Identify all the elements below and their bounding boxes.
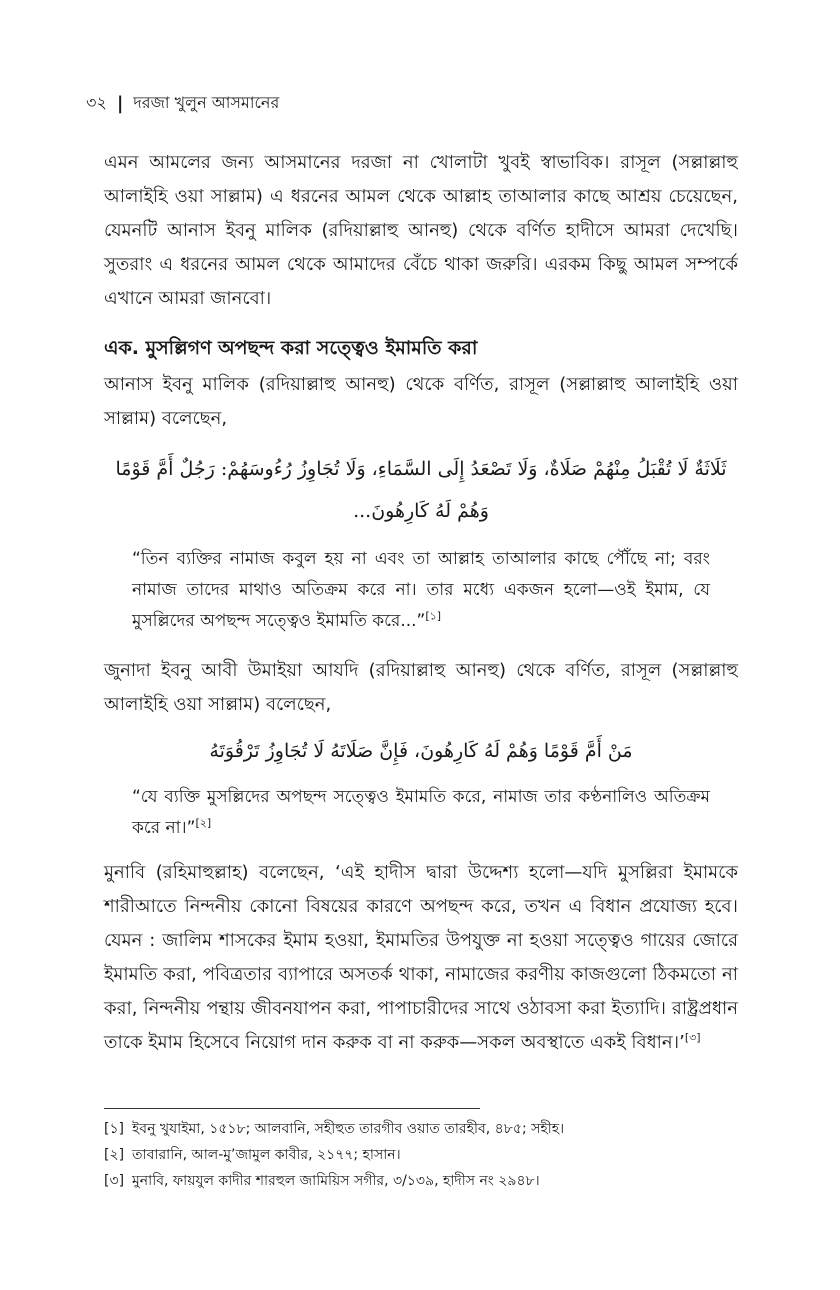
hadith1-translation [132,544,710,637]
footnote-number: [৩] [104,1173,125,1189]
hadith1-intro: আনাস ইবনু মালিক (রদিয়াল্লাহু আনহু) থেকে বর্ণিত, রাসূল (সল্লাল্লাহু আলাইহি ওয়া সাল্লাম) বলেছেন, [104,374,738,429]
footnote-divider [104,1108,480,1109]
hadith2-intro: জুনাদা ইবনু আবী উমাইয়া আযদি (রদিয়াল্লাহু আনহু) থেকে বর্ণিত, রাসূল (সল্লাল্লাহু আলাইহি ওয়া সাল্লাম) বলেছেন, [104,660,738,715]
intro-paragraph: এমন আমলের জন্য আসমানের দরজা না খোলাটা খুবই স্বাভাবিক। রাসূল (সল্লাল্লাহু আলাইহি ওয়া সাল্লাম) এ ধরনের আমল থেকে আল্লাহ তাআলার কাছে আশ্রয় চেয়েছেন, যেমনটি আনাস ইবনু মালিক (রদিয়াল্লাহু আনহু) থেকে বর্ণিত হাদীসে আমরা দেখেছি। সুতরাং এ ধরনের আমল থেকে আমাদের বেঁচে থাকা জরুরি। এরকম কিছু আমল সম্পর্কে এখানে আমরা জানবো। [104,152,738,309]
footnote-3 [104,1168,738,1194]
hadith2-translation [132,782,710,844]
footnote-text: তাবারানি, আল-মু’জামুল কাবীর, ২১৭৭; হাসান। [132,1147,401,1163]
footnote-number: [২] [104,1147,125,1163]
header-separator: | [116,93,124,114]
munawi-paragraph [104,856,738,1060]
footnote-text: মুনাবি, ফায়যুল কাদীর শারহুল জামিয়িস সগীর, ৩/১৩৯, হাদীস নং ২৯৪৮। [132,1173,540,1189]
section-heading: এক. মুসল্লিগণ অপছন্দ করা সত্ত্বেও ইমামতি করা [104,337,478,359]
footnote-number: [১] [104,1121,125,1137]
hadith1-arabic: ثَلَاثَةٌ لَا تُقْبَلُ مِنْهُمْ صَلَاةٌ، وَلَا تَصْعَدُ إِلَى السَّمَاءِ، وَلَا تُجَاوِزُ رُءُوسَهُمْ: رَجُلٌ أَمَّ قَوْمًا وَهُمْ لَهُ كَارِهُونَ... [115,458,727,522]
footnote-ref-1[interactable]: [১] [425,609,442,623]
footnotes [104,1116,738,1194]
book-title: দরজা খুলুন আসমানের [133,93,280,112]
running-header [86,90,279,117]
hadith2-arabic: مَنْ أَمَّ قَوْمًا وَهُمْ لَهُ كَارِهُونَ، فَإِنَّ صَلَاتَهُ لَا تُجَاوِزُ تَرْقُوَتَهُ [209,740,633,762]
hadith2-translation-text: “যে ব্যক্তি মুসল্লিদের অপছন্দ সত্ত্বেও ইমামতি করে, নামাজ তার কণ্ঠনালিও অতিক্রম করে না।” [132,787,710,838]
hadith1-translation-text: “তিন ব্যক্তির নামাজ কবুল হয় না এবং তা আল্লাহ তাআলার কাছে পৌঁছে না; বরং নামাজ তাদের মাথাও অতিক্রম করে না। তার মধ্যে একজন হলো—ওই ইমাম, যে মুসল্লিদের অপছন্দ সত্ত্বেও ইমামতি করে...” [132,549,710,631]
footnote-1 [104,1116,738,1142]
page-number: ৩২ [86,93,107,112]
footnote-2 [104,1142,738,1168]
munawi-paragraph-text: মুনাবি (রহিমাহুল্লাহ) বলেছেন, ‘এই হাদীস দ্বারা উদ্দেশ্য হলো—যদি মুসল্লিরা ইমামকে শারীআতে নিন্দনীয় কোনো বিষয়ের কারণে অপছন্দ করে, তখন এ বিধান প্রযোজ্য হবে। যেমন : জালিম শাসকের ইমাম হওয়া, ইমামতির উপযুক্ত না হওয়া সত্ত্বেও গায়ের জোরে ইমামতি করা, পবিত্রতার ব্যাপারে অসতর্ক থাকা, নামাজের করণীয় কাজগুলো ঠিকমতো না করা, নিন্দনীয় পন্থায় জীবনযাপন করা, পাপাচারীদের সাথে ওঠাবসা করা ইত্যাদি। রাষ্ট্রপ্রধান তাকে ইমাম হিসেবে নিয়োগ দান করুক বা না করুক—সকল অবস্থাতে একই বিধান।’ [104,862,738,1053]
footnote-ref-3[interactable]: [৩] [684,1031,701,1044]
footnote-ref-2[interactable]: [২] [195,816,212,830]
footnote-text: ইবনু খুযাইমা, ১৫১৮; আলবানি, সহীহুত তারগীব ওয়াত তারহীব, ৪৮৫; সহীহ। [132,1121,565,1137]
